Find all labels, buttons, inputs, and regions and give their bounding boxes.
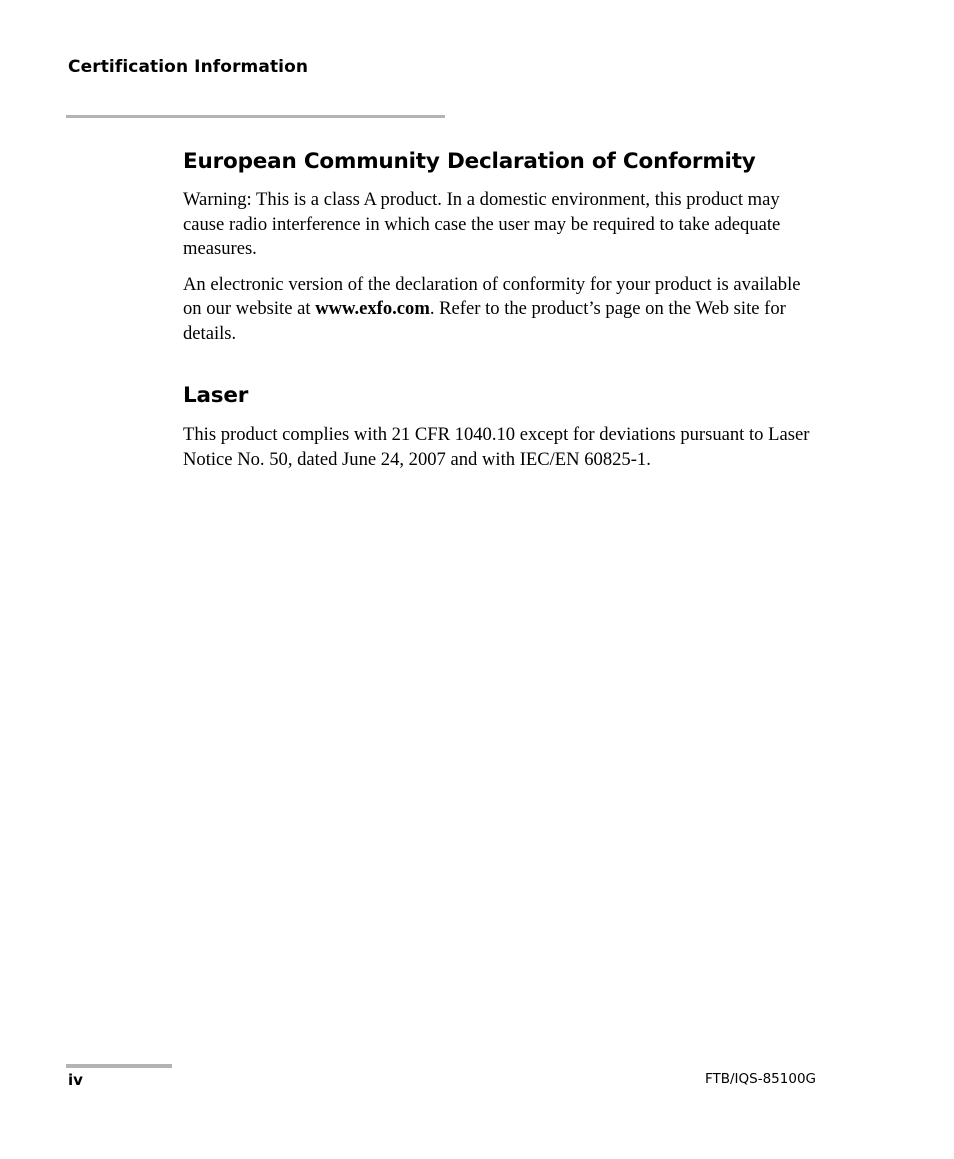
running-header-title: Certification Information [68,57,309,77]
electronic-declaration-text-start: An electronic version of the declaration of conformity for your product is available on our website at [183,273,801,319]
laser-compliance-paragraph: This product complies with 21 CFR 1040.10 except for deviations pursuant to Laser Notice No. 50, dated June 24, 2007 and with IEC/EN 60825-1. [183,424,810,470]
eu-declaration-heading: European Community Declaration of Conformity [183,149,756,174]
website-link[interactable]: www.exfo.com [315,298,430,319]
page-number: iv [68,1071,83,1089]
footer-divider [66,1064,172,1068]
main-content [183,145,823,472]
class-a-warning-paragraph: Warning: This is a class A product. In a domestic environment, this product may cause radio interference in which case the user may be required to take adequate measures. [183,189,781,259]
header-divider [66,115,445,118]
electronic-declaration-paragraph [183,273,823,347]
product-name: FTB/IQS-85100G [704,1071,816,1087]
laser-heading: Laser [183,383,249,408]
electronic-declaration-text-end: . Refer to the product’s page on the Web site for details. [183,298,786,344]
